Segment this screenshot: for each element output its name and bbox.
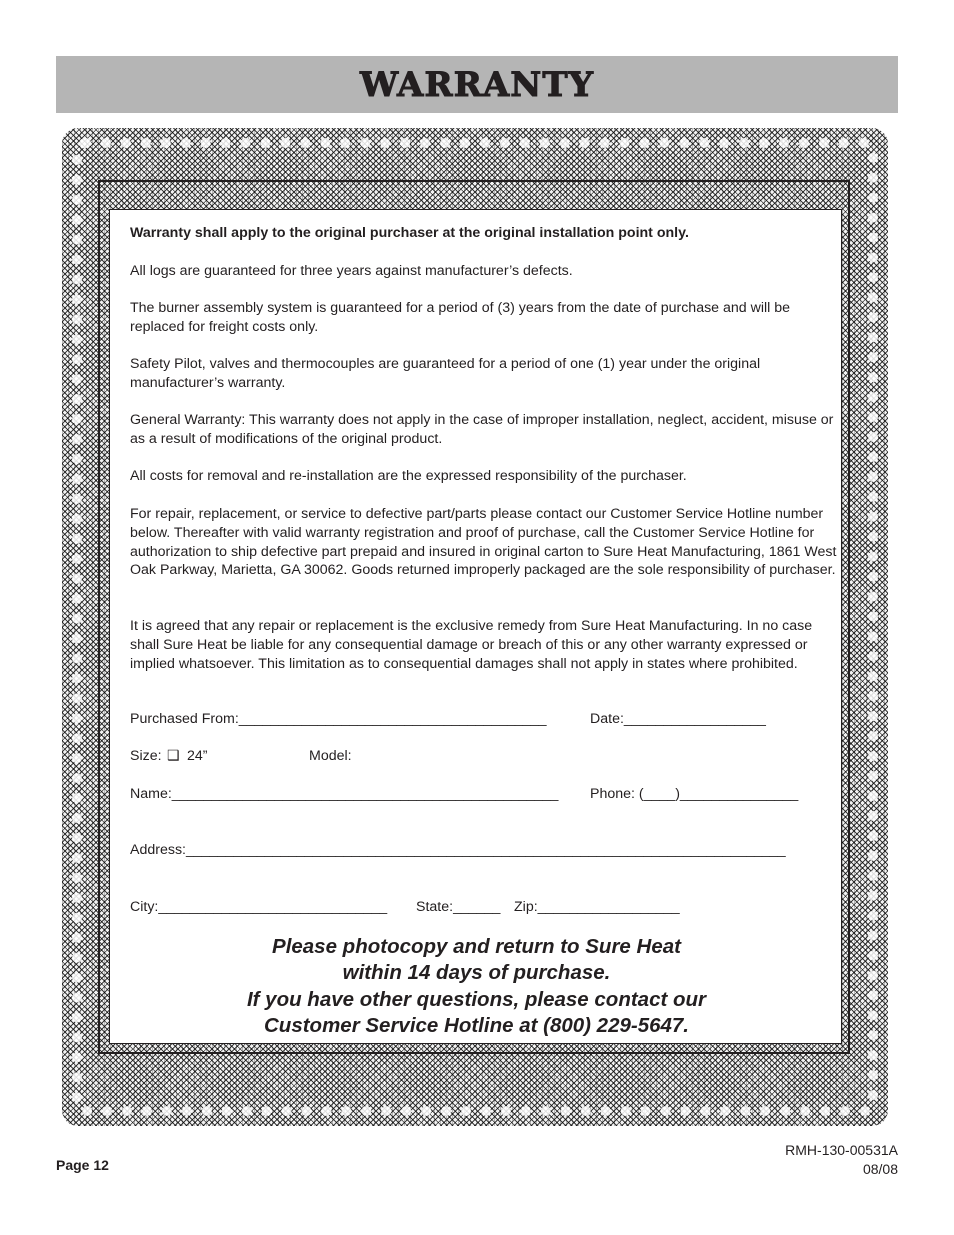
page-title: WARRANTY (360, 64, 594, 105)
closing-message (110, 934, 843, 1039)
phone-field: Phone: (____)_______________ (590, 786, 799, 802)
purchased-from-field: Purchased From:_______________________________________ (130, 711, 547, 727)
city-field: City:_____________________________ (130, 899, 388, 915)
warranty-paragraph-logs: All logs are guaranteed for three years against manufacturer’s defects. (130, 263, 573, 279)
closing-line: If you have other questions, please contact our (246, 987, 707, 1011)
name-field: Name:_________________________________________________ (130, 786, 559, 802)
zip-field: Zip:__________________ (514, 899, 680, 915)
warranty-intro: Warranty shall apply to the original purchaser at the original installation point only. (130, 225, 689, 241)
model-field: Model: (309, 748, 352, 764)
date-field: Date:__________________ (590, 711, 766, 727)
size-label: Size: (130, 748, 162, 764)
warranty-paragraph-costs: All costs for removal and re-installation are the expressed responsibility of the purchaser. (130, 468, 687, 484)
page-number: Page 12 (56, 1157, 109, 1173)
warranty-paragraph-general: General Warranty: This warranty does not apply in the case of improper installation, neglect, accident, misuse or as a result of modifications of the original product. (130, 412, 834, 447)
state-field: State:______ (416, 899, 501, 915)
warranty-paragraph-service: For repair, replacement, or service to defective part/parts please contact our Customer Service Hotline number below. Thereafter with valid warranty registration and proof of purchase, call the Customer Service Hotline for authorization to ship defective part prepaid and insured in original carton to Sure Heat Manufacturing, 1861 West Oak Parkway, Marietta, GA 30062. Goods returned improperly packaged are the sole responsibility of purchaser. (130, 506, 837, 579)
warranty-paragraph-remedy: It is agreed that any repair or replacement is the exclusive remedy from Sure Heat Manufacturing. In no case shall Sure Heat be liable for any consequential damage or breach of this or any other warranty expressed or implied whatsoever. This limitation as to consequential damages shall not apply in states where prohibited. (130, 618, 813, 672)
size-option-24: 24” (187, 748, 208, 764)
document-number: RMH-130-00531A (785, 1142, 898, 1158)
warranty-paragraph-pilot: Safety Pilot, valves and thermocouples are guaranteed for a period of one (1) year under the original manufacturer’s warranty. (130, 356, 761, 391)
address-field: Address:____________________________________________________________________________ (130, 842, 786, 858)
header-bar (56, 56, 898, 113)
warranty-panel (109, 209, 842, 1044)
document-code (785, 1141, 898, 1179)
checkbox-icon: ❑ (167, 748, 180, 764)
warranty-paragraph-burner: The burner assembly system is guaranteed for a period of (3) years from the date of purchase and will be replaced for freight costs only. (130, 300, 791, 335)
closing-line: Customer Service Hotline at (800) 229-5647. (264, 1013, 689, 1037)
document-date: 08/08 (862, 1161, 898, 1177)
closing-line: Please photocopy and return to Sure Heat (272, 935, 681, 958)
closing-line: within 14 days of purchase. (342, 961, 611, 985)
